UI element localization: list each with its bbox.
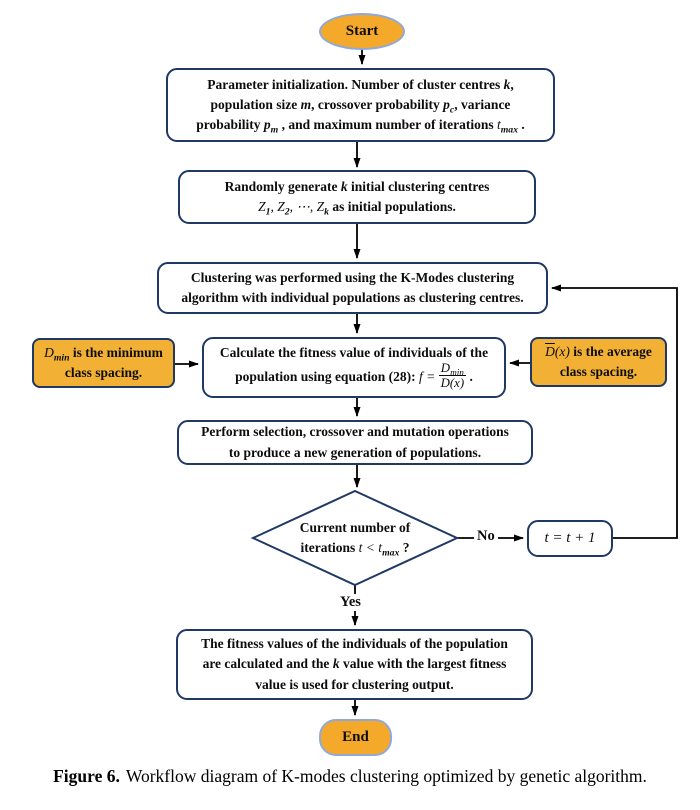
process-increment-t: t = t + 1: [527, 520, 613, 557]
end-label: End: [342, 729, 369, 746]
end-node: [319, 719, 392, 756]
label-yes: Yes: [337, 594, 364, 611]
process-random-centres: Randomly generate k initial clustering centres $Z_1$, $Z_2$, ⋯, $Z_k$ as initial populations.: [178, 170, 536, 224]
process-selection-crossover-mutation: Perform selection, crossover and mutation operations to produce a new generation of populations.: [177, 420, 533, 465]
figure-caption-label: Figure 6.: [53, 766, 120, 786]
process-kmodes-clustering: Clustering was performed using the K-Modes clustering algorithm with individual populations as clustering centres.: [157, 262, 548, 314]
start-node: [319, 13, 405, 50]
label-no: No: [474, 528, 498, 545]
start-label: Start: [345, 23, 379, 40]
process-parameter-initialization: Parameter initialization. Number of cluster centres k, population size m, crossover probability $p_c$, variance probability $p_m$ , and maximum number of iterations $t_{max}$ .: [166, 68, 555, 142]
figure-caption-text: Workflow diagram of K-modes clustering optimized by genetic algorithm.: [125, 766, 647, 786]
note-davg: $\overline{D}(x)$ is the average class spacing.: [530, 337, 667, 387]
process-clustering-output: The fitness values of the individuals of the population are calculated and the k value with the largest fitness value is used for clustering output.: [176, 629, 533, 700]
process-fitness-calculation: Calculate the fitness value of individuals of the population using equation (28): f = $\frac{D_{min}}{\overline{D}(x)}$ .: [202, 337, 506, 398]
note-dmin: $D_{min}$ is the minimum class spacing.: [32, 338, 175, 388]
figure-caption: [0, 766, 700, 787]
decision-iterations: Current number of iterations $t < t_{max}$ ?: [299, 520, 411, 559]
loop-increment-to-kmodes: [552, 288, 677, 538]
